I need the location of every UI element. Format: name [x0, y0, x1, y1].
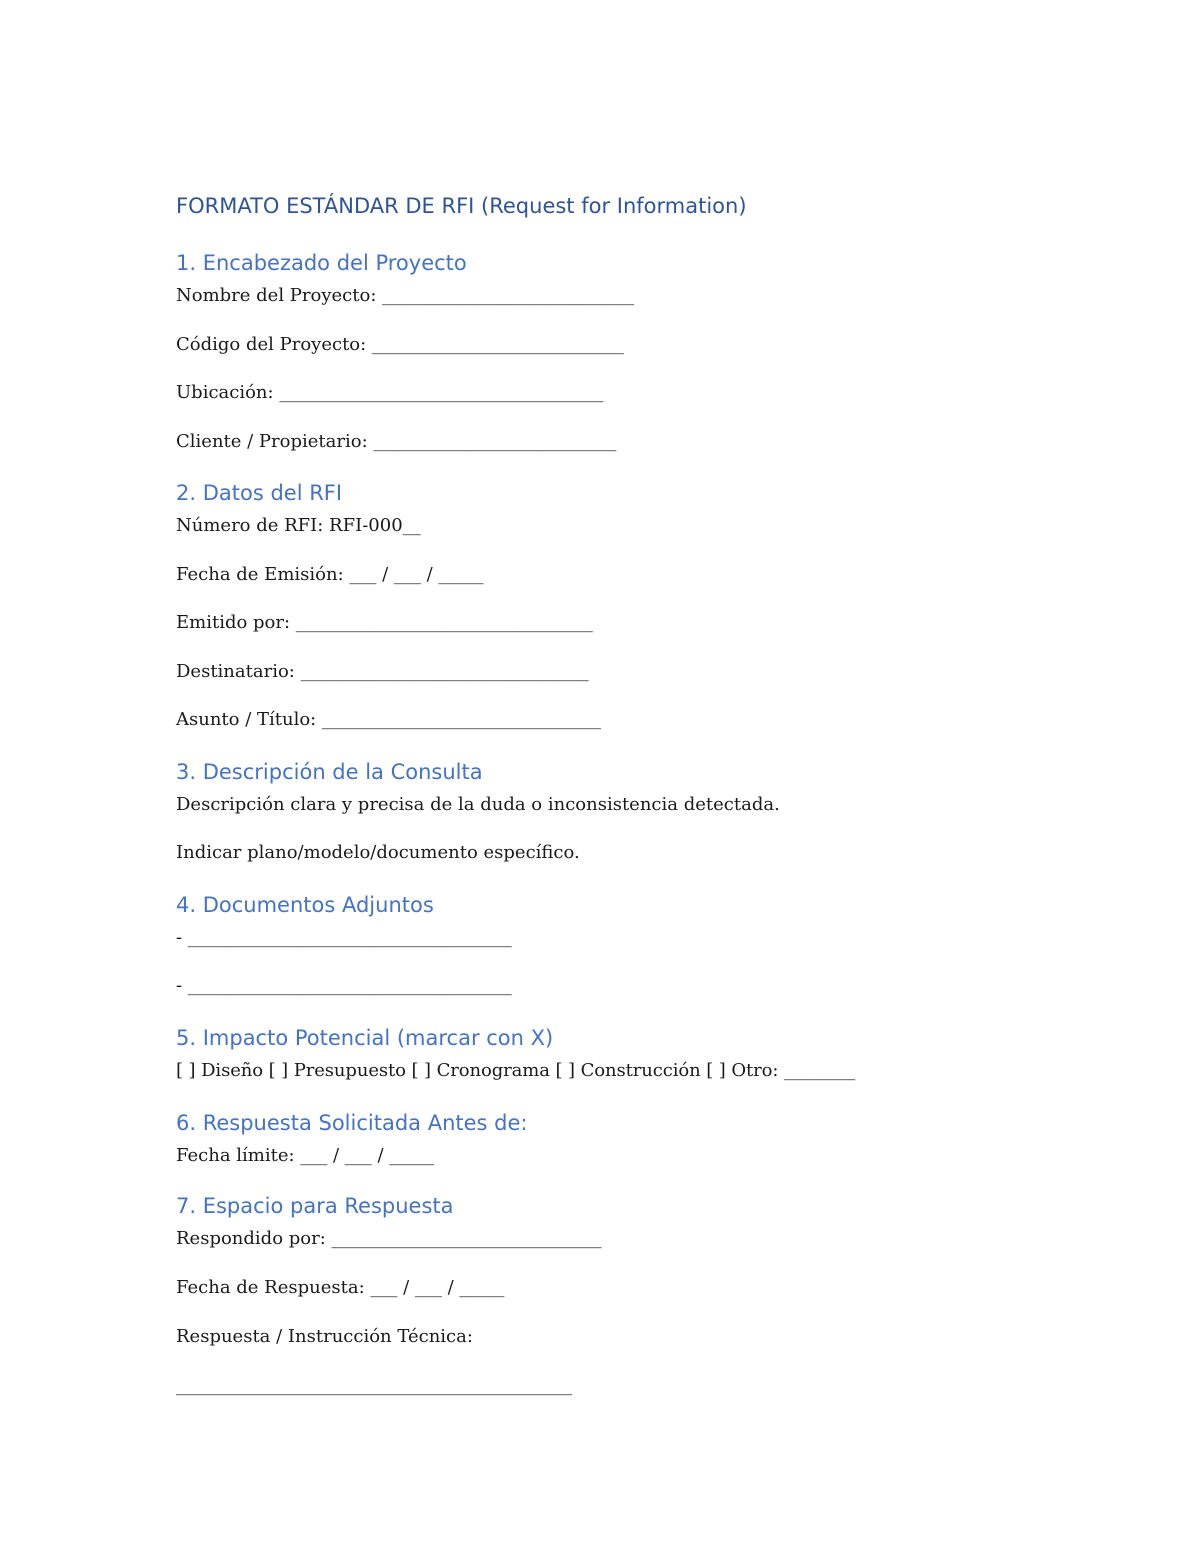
issued-by-field: Emitido por: _________________________________: [176, 612, 593, 633]
client-owner-field: Cliente / Propietario: ___________________________: [176, 431, 617, 452]
section-heading-response-deadline: 6. Respuesta Solicitada Antes de:: [176, 1111, 528, 1135]
section-heading-project-header: 1. Encabezado del Proyecto: [176, 251, 467, 275]
deadline-date-field: Fecha límite: ___ / ___ / _____: [176, 1145, 435, 1166]
issue-date-field: Fecha de Emisión: ___ / ___ / _____: [176, 564, 484, 585]
location-field: Ubicación: ____________________________________: [176, 382, 604, 403]
document-title: FORMATO ESTÁNDAR DE RFI (Request for Information): [176, 194, 747, 218]
response-answer-line: ____________________________________________: [176, 1375, 572, 1396]
description-text: Descripción clara y precisa de la duda o inconsistencia detectada.: [176, 794, 780, 815]
section-heading-query-description: 3. Descripción de la Consulta: [176, 760, 483, 784]
responded-by-field: Respondido por: ______________________________: [176, 1228, 602, 1249]
attachment-line: - ____________________________________: [176, 927, 512, 948]
subject-title-field: Asunto / Título: _______________________________: [176, 709, 601, 730]
project-code-field: Código del Proyecto: ____________________________: [176, 334, 624, 355]
rfi-number-field: Número de RFI: RFI-000__: [176, 515, 421, 536]
response-date-field: Fecha de Respuesta: ___ / ___ / _____: [176, 1277, 505, 1298]
document-reference-text: Indicar plano/modelo/documento específico.: [176, 842, 580, 863]
section-heading-response-space: 7. Espacio para Respuesta: [176, 1194, 454, 1218]
project-name-field: Nombre del Proyecto: ____________________________: [176, 285, 635, 306]
attachment-line: - ____________________________________: [176, 975, 512, 996]
impact-checkbox-options: [ ] Diseño [ ] Presupuesto [ ] Cronograma [ ] Construcción [ ] Otro: ________: [176, 1060, 856, 1081]
section-heading-rfi-data: 2. Datos del RFI: [176, 481, 343, 505]
section-heading-potential-impact: 5. Impacto Potencial (marcar con X): [176, 1026, 554, 1050]
technical-response-label: Respuesta / Instrucción Técnica:: [176, 1326, 473, 1347]
section-heading-attachments: 4. Documentos Adjuntos: [176, 893, 434, 917]
recipient-field: Destinatario: ________________________________: [176, 661, 589, 682]
